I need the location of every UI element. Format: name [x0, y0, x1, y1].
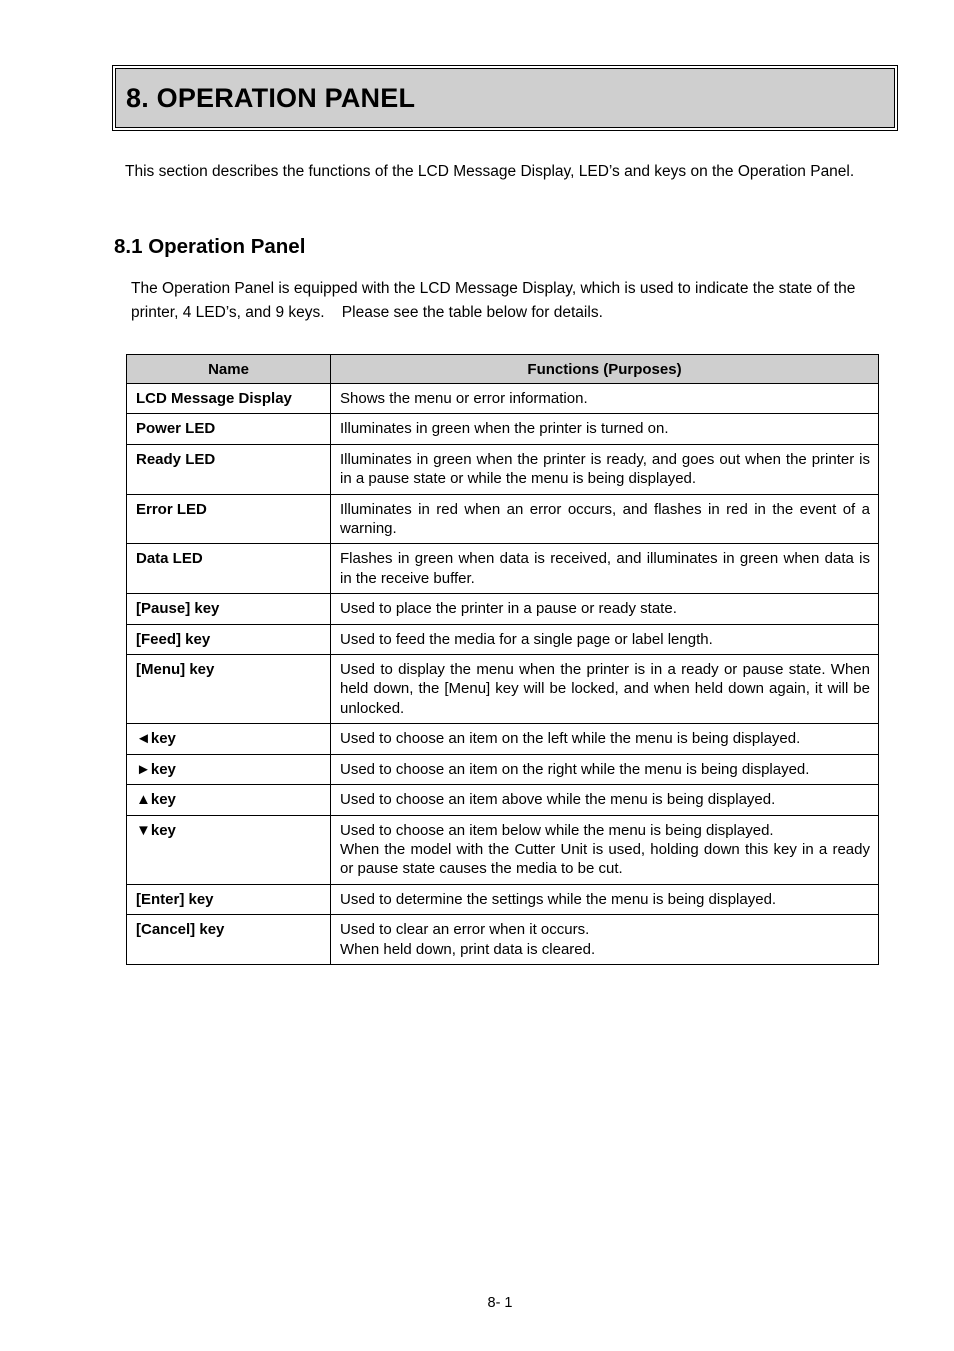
- header-functions: Functions (Purposes): [331, 355, 879, 384]
- chapter-title: 8. OPERATION PANEL: [126, 82, 416, 113]
- row-name: [Enter] key: [127, 884, 331, 914]
- row-function: Used to choose an item above while the menu is being displayed.: [331, 785, 879, 815]
- row-name: [Cancel] key: [127, 915, 331, 965]
- row-name: Data LED: [127, 544, 331, 594]
- row-name: ◄key: [127, 724, 331, 754]
- table-header-row: [127, 355, 879, 384]
- row-function: Illuminates in green when the printer is turned on.: [331, 414, 879, 444]
- row-name: [Pause] key: [127, 594, 331, 624]
- table-row: [127, 655, 879, 724]
- row-function: Illuminates in red when an error occurs, and flashes in red in the event of a warning.: [331, 494, 879, 544]
- chapter-heading-box: [112, 65, 898, 131]
- row-function: Used to place the printer in a pause or ready state.: [331, 594, 879, 624]
- row-name: Error LED: [127, 494, 331, 544]
- page-number: 8- 1: [487, 1295, 513, 1311]
- row-function: Used to choose an item on the left while the menu is being displayed.: [331, 724, 879, 754]
- row-name: [Feed] key: [127, 624, 331, 654]
- table-row: [127, 724, 879, 754]
- table-row: [127, 594, 879, 624]
- row-function: Shows the menu or error information.: [331, 384, 879, 414]
- table-row: [127, 884, 879, 914]
- row-name: ►key: [127, 754, 331, 784]
- table-row: [127, 384, 879, 414]
- table-row: [127, 414, 879, 444]
- row-function: Flashes in green when data is received, and illuminates in green when data is in the receive buffer.: [331, 544, 879, 594]
- functions-table: [126, 354, 879, 965]
- row-function: Illuminates in green when the printer is ready, and goes out when the printer is in a pause state or while the menu is being displayed.: [331, 444, 879, 494]
- table-row: [127, 494, 879, 544]
- table-row: [127, 624, 879, 654]
- table-row: [127, 915, 879, 965]
- row-name: ▼key: [127, 815, 331, 884]
- section-title: 8.1 Operation Panel: [114, 235, 306, 258]
- table-row: [127, 815, 879, 884]
- row-function: Used to choose an item below while the menu is being displayed. When the model with the Cutter Unit is used, holding down this key in a ready or pause state causes the media to be cut.: [331, 815, 879, 884]
- table-row: [127, 754, 879, 784]
- row-name: Ready LED: [127, 444, 331, 494]
- row-name: ▲key: [127, 785, 331, 815]
- row-function: Used to choose an item on the right while the menu is being displayed.: [331, 754, 879, 784]
- row-function: Used to clear an error when it occurs. When held down, print data is cleared.: [331, 915, 879, 965]
- row-function: Used to determine the settings while the menu is being displayed.: [331, 884, 879, 914]
- row-name: Power LED: [127, 414, 331, 444]
- row-name: [Menu] key: [127, 655, 331, 724]
- row-function: Used to display the menu when the printer is in a ready or pause state. When held down, the [Menu] key will be locked, and when held down again, it will be unlocked.: [331, 655, 879, 724]
- row-name: LCD Message Display: [127, 384, 331, 414]
- header-name: Name: [127, 355, 331, 384]
- chapter-heading-background: [115, 68, 895, 128]
- section-intro-paragraph: The Operation Panel is equipped with the LCD Message Display, which is used to indicate the state of the printer, 4 LED’s, and 9 keys. Please see the table below for details.: [131, 280, 860, 321]
- table-row: [127, 444, 879, 494]
- table-row: [127, 785, 879, 815]
- table-row: [127, 544, 879, 594]
- chapter-intro-paragraph: This section describes the functions of the LCD Message Display, LED’s and keys on the Operation Panel.: [125, 163, 855, 180]
- row-function: Used to feed the media for a single page or label length.: [331, 624, 879, 654]
